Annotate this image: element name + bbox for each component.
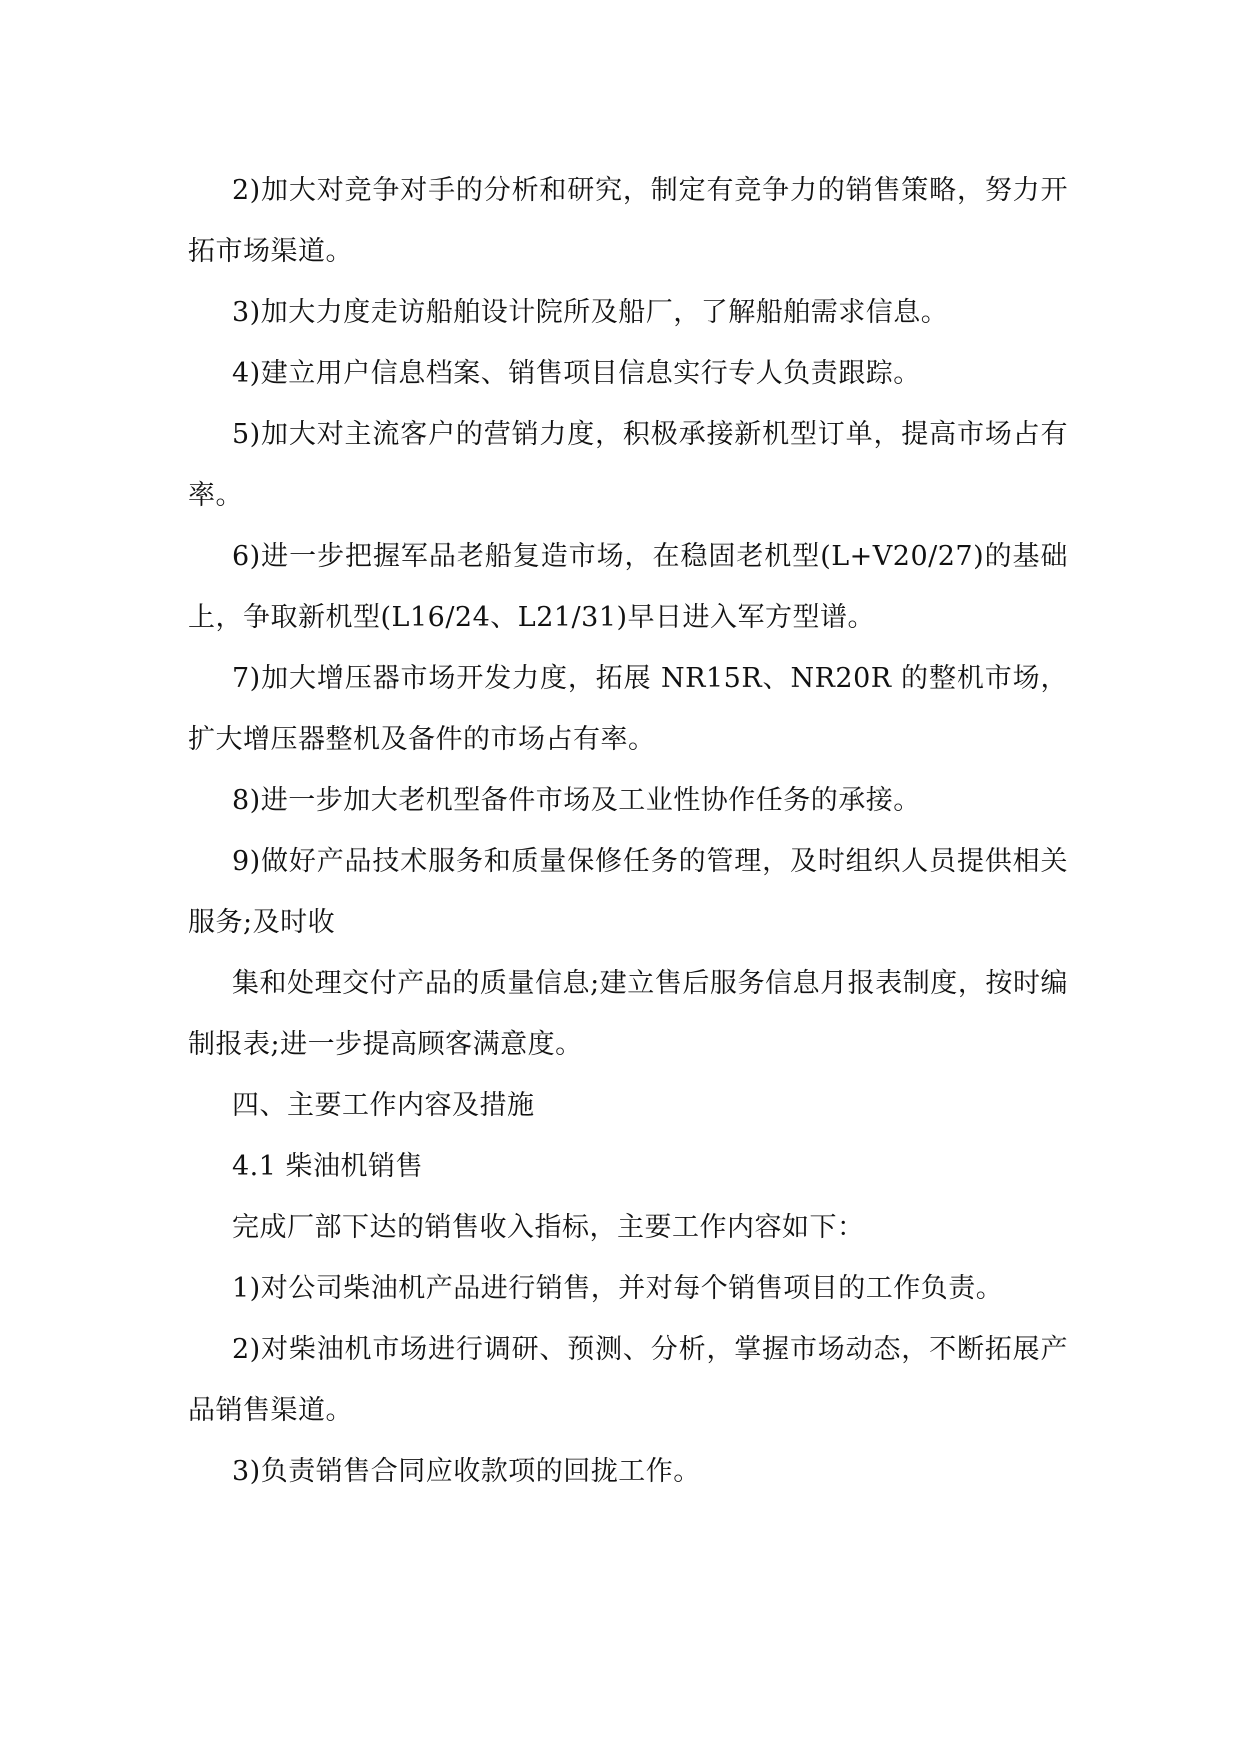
paragraph-task-2-research: 2)对柴油机市场进行调研、预测、分析，掌握市场动态，不断拓展产品销售渠道。 [188,1334,1068,1426]
document-body [188,160,1068,1502]
paragraph-sales-target: 完成厂部下达的销售收入指标，主要工作内容如下： [232,1212,865,1243]
section-heading-main-work: 四、主要工作内容及措施 [232,1090,535,1121]
paragraph-item-8-spare-parts: 8)进一步加大老机型备件市场及工业性协作任务的承接。 [232,785,921,816]
paragraph-item-9-continued: 集和处理交付产品的质量信息;建立售后服务信息月报表制度，按时编制报表;进一步提高顾客满意度。 [188,968,1068,1060]
paragraph-task-1-sales: 1)对公司柴油机产品进行销售，并对每个销售项目的工作负责。 [232,1273,1004,1304]
paragraph-item-2-strategy: 2)加大对竞争对手的分析和研究，制定有竞争力的销售策略，努力开拓市场渠道。 [188,175,1068,267]
paragraph-item-9-service: 9)做好产品技术服务和质量保修任务的管理，及时组织人员提供相关服务;及时收 [188,846,1068,938]
paragraph-task-3-receivables: 3)负责销售合同应收款项的回拢工作。 [232,1456,701,1487]
subsection-heading-diesel-sales: 4.1 柴油机销售 [232,1151,424,1182]
paragraph-item-7-turbocharger: 7)加大增压器市场开发力度，拓展 NR15R、NR20R 的整机市场，扩大增压器整机及备件的市场占有率。 [188,663,1068,755]
paragraph-item-4-archives: 4)建立用户信息档案、销售项目信息实行专人负责跟踪。 [232,358,921,389]
paragraph-item-5-key-clients: 5)加大对主流客户的营销力度，积极承接新机型订单，提高市场占有率。 [188,419,1068,511]
paragraph-item-6-military: 6)进一步把握军品老船复造市场，在稳固老机型(L+V20/27)的基础上，争取新机型(L16/24、L21/31)早日进入军方型谱。 [188,541,1068,633]
paragraph-item-3-visits: 3)加大力度走访船舶设计院所及船厂，了解船舶需求信息。 [232,297,949,328]
